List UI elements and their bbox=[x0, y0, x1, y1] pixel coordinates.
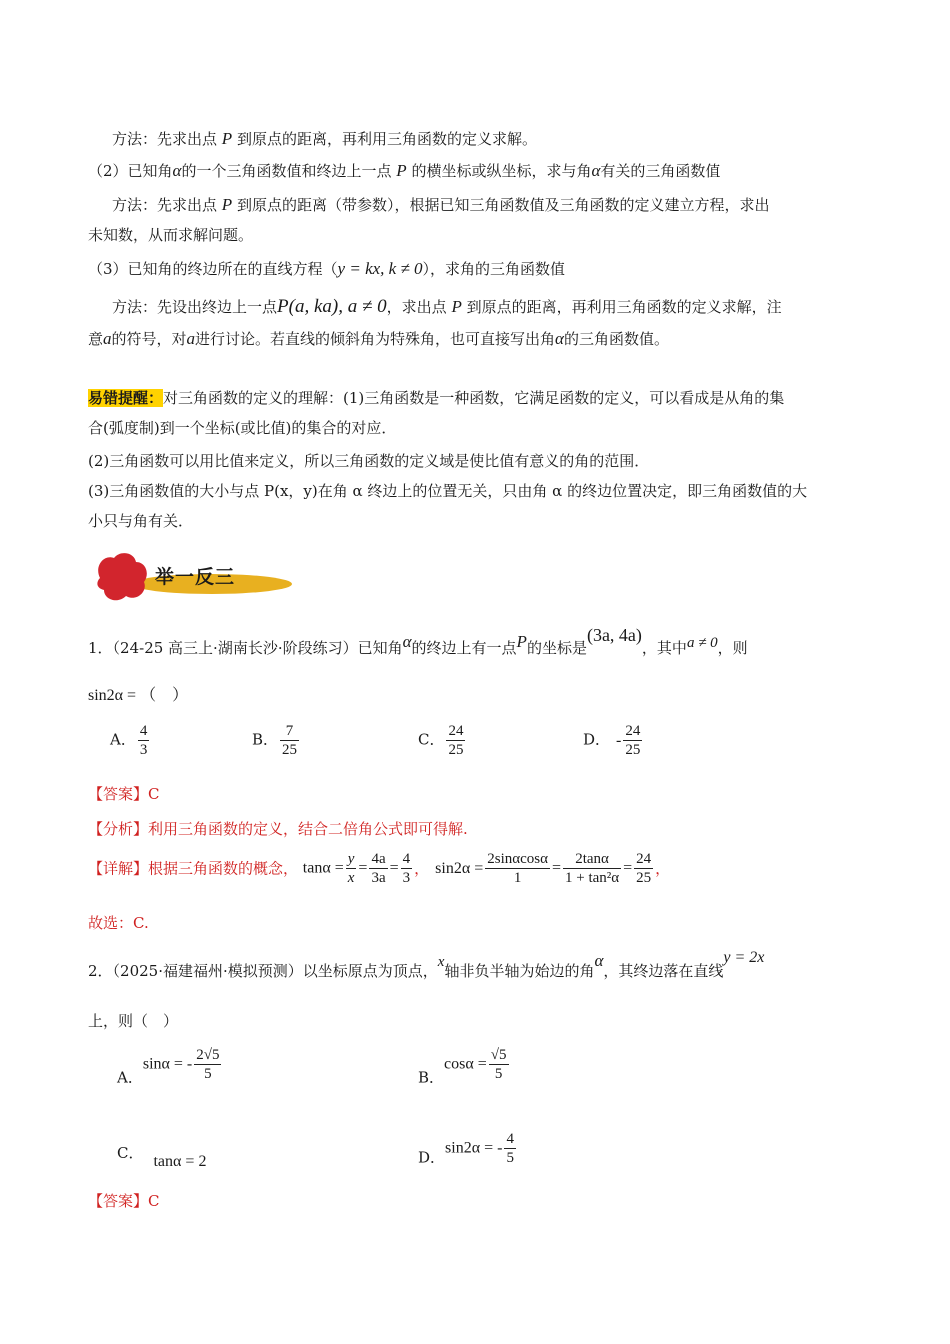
q1-answer: 【答案】C bbox=[88, 785, 160, 803]
math-line-eq: y = kx, k ≠ 0 bbox=[337, 259, 423, 278]
q2-answer: 【答案】C bbox=[88, 1192, 160, 1210]
fraction-4a-3a bbox=[369, 850, 387, 887]
option-fraction bbox=[138, 722, 150, 759]
warning-line-3: (2)三角函数可以用比值来定义，所以三角函数的定义域是使比值有意义的角的范围． bbox=[88, 452, 650, 470]
numerator: 7 bbox=[285, 723, 294, 739]
math-alpha: α bbox=[591, 161, 601, 180]
equals: = bbox=[389, 859, 399, 877]
math-lhs: sin2α = - bbox=[445, 1139, 503, 1157]
method-1 bbox=[112, 128, 892, 150]
fraction-2sincos bbox=[485, 850, 550, 887]
option-label: B． bbox=[418, 1068, 445, 1087]
math-cond: a ≠ 0 bbox=[686, 635, 718, 651]
math-lhs: sinα = - bbox=[142, 1055, 193, 1073]
denominator: 25 bbox=[636, 870, 652, 886]
math-p: P bbox=[451, 297, 462, 316]
math-alpha: α bbox=[555, 329, 564, 348]
q1-option-a[interactable] bbox=[110, 722, 151, 759]
text: 意 bbox=[88, 330, 104, 348]
q1-choose: 故选：C. bbox=[88, 914, 149, 932]
q2-stem bbox=[88, 949, 868, 983]
option-fraction bbox=[623, 722, 642, 759]
option-label: D． bbox=[418, 1148, 446, 1167]
fraction-4-3 bbox=[401, 850, 413, 887]
q2-option-a[interactable] bbox=[117, 1046, 223, 1088]
denominator: 1 + tan²α bbox=[565, 870, 620, 886]
math-tan: tanα = bbox=[302, 859, 344, 877]
method-2-cont bbox=[88, 224, 868, 246]
q1-option-b[interactable] bbox=[252, 722, 301, 759]
math-a: a bbox=[186, 329, 196, 348]
numerator: 2tanα bbox=[575, 851, 609, 867]
text: ），求角的三角函数值 bbox=[422, 260, 566, 278]
method-2 bbox=[112, 194, 892, 216]
text: 2．（2025·福建福州·模拟预测）以坐标原点为顶点， bbox=[88, 962, 438, 980]
text: 方法：先求出点 bbox=[112, 130, 218, 148]
denominator: 3 bbox=[139, 742, 148, 758]
denominator: 3 bbox=[402, 870, 411, 886]
text: 的坐标是 bbox=[526, 639, 587, 657]
warning-line-5: 小只与角有关． bbox=[88, 512, 194, 530]
option-label: C． bbox=[418, 730, 445, 749]
text: 进行讨论。若直线的倾斜角为特殊角，也可直接写出角 bbox=[195, 330, 556, 348]
text: （3）已知角的终边所在的直线方程（ bbox=[88, 260, 338, 278]
text: 的三角函数值。 bbox=[563, 330, 669, 348]
text: 的符号，对 bbox=[111, 330, 187, 348]
numerator: 2sinαcosα bbox=[487, 851, 548, 867]
fraction-24-25 bbox=[634, 850, 653, 887]
q1-option-c[interactable] bbox=[418, 722, 467, 759]
q2-option-b[interactable] bbox=[418, 1046, 511, 1088]
numerator: 24 bbox=[448, 723, 464, 739]
comma: ， bbox=[414, 859, 430, 878]
text: 的一个三角函数值和终边上一点 bbox=[181, 162, 392, 180]
numerator: 4 bbox=[506, 1131, 514, 1147]
option-label: A． bbox=[110, 730, 136, 749]
math-point: P(a, ka), a ≠ 0 bbox=[277, 296, 387, 317]
q1-stem-2 bbox=[88, 684, 868, 707]
denominator: x bbox=[347, 870, 355, 886]
text: 1．（24-25 高三上·湖南长沙·阶段练习）已知角 bbox=[88, 639, 403, 657]
text: ，其中 bbox=[641, 639, 687, 657]
text: 对三角函数的定义的理解：(1)三角函数是一种函数，它满足函数的定义，可以看成是从角的集 bbox=[163, 389, 785, 407]
method-3-cont bbox=[88, 328, 868, 350]
math-alpha: α bbox=[402, 632, 412, 651]
equals: = bbox=[551, 859, 561, 877]
q1-stem bbox=[88, 625, 868, 660]
text: ，求出点 bbox=[386, 298, 447, 316]
equals: = bbox=[623, 859, 633, 877]
banner-title: 举一反三 bbox=[155, 566, 236, 588]
text: ，其终边落在直线 bbox=[603, 962, 724, 980]
math-p: P bbox=[396, 161, 407, 180]
numerator: 24 bbox=[625, 723, 641, 739]
denominator: 5 bbox=[194, 1064, 221, 1083]
option-fraction bbox=[446, 722, 465, 759]
numerator: 24 bbox=[636, 851, 652, 867]
text: sin2α = （ ） bbox=[88, 687, 189, 704]
math-p: P bbox=[221, 129, 233, 148]
warning-line-1 bbox=[88, 387, 868, 409]
q2-stem-2: 上，则（ ） bbox=[88, 1012, 179, 1030]
math-alpha: α bbox=[172, 161, 182, 180]
text: ，则 bbox=[717, 639, 748, 657]
numerator: 2√5 bbox=[196, 1047, 220, 1063]
case-2 bbox=[88, 160, 868, 182]
option-fraction bbox=[194, 1046, 221, 1083]
option-fraction bbox=[489, 1046, 509, 1083]
denominator: 5 bbox=[489, 1064, 509, 1083]
numerator: 4 bbox=[139, 723, 148, 739]
option-label: A． bbox=[117, 1068, 143, 1087]
comma: ， bbox=[655, 859, 671, 878]
detail-label: 【详解】根据三角函数的概念， bbox=[88, 859, 299, 878]
q1-detail bbox=[88, 850, 868, 896]
warning-line-4: (3)三角函数值的大小与点 P(x，y)在角 α 终边上的位置无关，只由角 α 的终边位置决定，即三角函数值的大 bbox=[88, 482, 808, 500]
math-sin2a: sin2α = bbox=[435, 859, 484, 877]
warning-line-2: 合(弧度制)到一个坐标(或比值)的集合的对应． bbox=[88, 419, 397, 437]
numerator: 4a bbox=[371, 851, 386, 867]
method-3 bbox=[112, 296, 892, 318]
denominator: 3a bbox=[371, 870, 386, 886]
math-p: P bbox=[516, 632, 527, 651]
text: 的终边上有一点 bbox=[411, 639, 517, 657]
warning-label: 易错提醒： bbox=[88, 389, 164, 407]
text: 轴非负半轴为始边的角 bbox=[444, 962, 595, 980]
fraction-2tan bbox=[563, 850, 621, 887]
math-coord: (3a, 4a) bbox=[586, 625, 642, 645]
option-label: B． bbox=[252, 730, 279, 749]
math-p: P bbox=[221, 195, 233, 214]
text: 未知数，从而求解问题。 bbox=[88, 226, 254, 244]
denominator: 25 bbox=[625, 742, 641, 758]
q2-option-c[interactable] bbox=[117, 1142, 207, 1170]
numerator: 4 bbox=[402, 851, 411, 867]
math-line: y = 2x bbox=[723, 949, 765, 966]
text: 方法：先求出点 bbox=[112, 196, 218, 214]
equals: = bbox=[358, 859, 368, 877]
denominator: 25 bbox=[282, 742, 298, 758]
option-fraction bbox=[504, 1130, 516, 1167]
text: 到原点的距离，再利用三角函数的定义求解，注 bbox=[466, 298, 782, 316]
fraction-y-x bbox=[346, 850, 357, 887]
numerator: y bbox=[347, 851, 355, 867]
math-lhs: cosα = bbox=[444, 1055, 487, 1073]
denominator: 1 bbox=[485, 868, 550, 887]
denominator: 25 bbox=[448, 742, 464, 758]
text: 有关的三角函数值 bbox=[600, 162, 721, 180]
math-expr: tanα = 2 bbox=[153, 1153, 207, 1170]
math-a: a bbox=[103, 329, 112, 348]
text: 的横坐标或纵坐标，求与角 bbox=[411, 162, 592, 180]
option-sign: - bbox=[616, 731, 622, 749]
option-fraction bbox=[280, 722, 299, 759]
text: 到原点的距离，再利用三角函数的定义求解。 bbox=[236, 130, 537, 148]
text: 到原点的距离（带参数），根据已知三角函数值及三角函数的定义建立方程，求出 bbox=[236, 196, 770, 214]
option-label: D． bbox=[583, 730, 611, 749]
text: 方法：先设出终边上一点 bbox=[112, 298, 278, 316]
q2-option-d[interactable] bbox=[418, 1130, 518, 1168]
text: （2）已知角 bbox=[88, 162, 173, 180]
math-x: x bbox=[437, 954, 445, 970]
case-3 bbox=[88, 258, 868, 280]
numerator: √5 bbox=[490, 1047, 507, 1063]
math-alpha: α bbox=[594, 951, 604, 970]
option-label: C． bbox=[117, 1144, 144, 1162]
banner-blob-icon bbox=[97, 553, 146, 600]
denominator: 5 bbox=[506, 1150, 514, 1166]
q1-analysis: 【分析】利用三角函数的定义，结合二倍角公式即可得解. bbox=[88, 820, 468, 838]
q1-option-d[interactable] bbox=[583, 722, 644, 759]
